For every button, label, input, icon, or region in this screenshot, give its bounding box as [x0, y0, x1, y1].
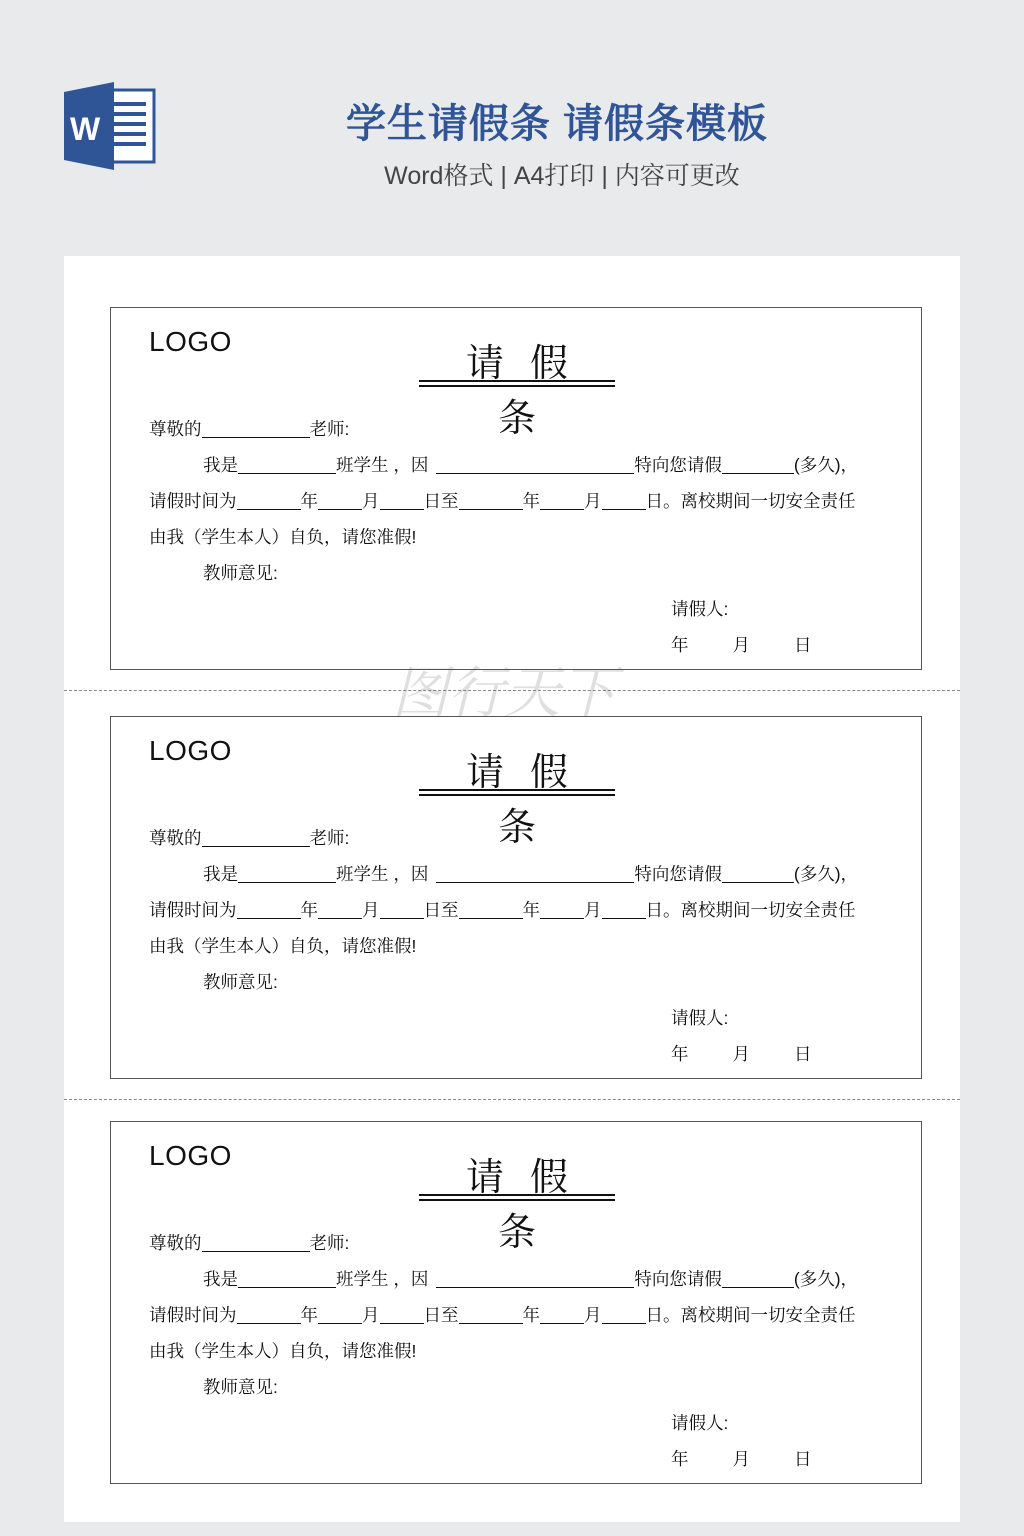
date-day: 日 [794, 635, 812, 655]
text-segment: 月 [362, 900, 380, 920]
text-segment: 日。离校期间一切安全责任 [645, 900, 856, 920]
date-month: 月 [732, 1044, 750, 1064]
salutation-prefix: 尊敬的 [149, 828, 202, 848]
slip-title: 请假条 [465, 341, 594, 440]
text-segment: 年 [522, 491, 540, 511]
watermark-text: 图行天下 [392, 661, 616, 726]
end-month-blank[interactable] [540, 492, 584, 510]
salutation-line [149, 416, 349, 441]
text-segment: 日。离校期间一切安全责任 [645, 1305, 856, 1325]
text-segment: 请假时间为 [149, 1305, 237, 1325]
title-double-underline [419, 789, 615, 796]
text-segment: 月 [584, 491, 602, 511]
reason-blank[interactable] [436, 865, 634, 883]
date-row [671, 632, 812, 657]
cut-line [64, 1099, 960, 1100]
salutation-line [149, 1230, 349, 1255]
start-year-blank[interactable] [237, 901, 301, 919]
date-day: 日 [794, 1449, 812, 1469]
text-segment: 年 [522, 900, 540, 920]
reason-line [203, 861, 858, 886]
end-year-blank[interactable] [459, 1306, 523, 1324]
document-sheet [64, 256, 960, 1522]
logo-placeholder: LOGO [149, 735, 232, 766]
text-segment: 年 [522, 1305, 540, 1325]
period-line [149, 1302, 856, 1327]
leave-slip [110, 716, 922, 1079]
text-segment: 我是 [203, 1269, 238, 1289]
end-year-blank[interactable] [459, 901, 523, 919]
date-row [671, 1041, 812, 1066]
salutation-suffix: 老师: [309, 419, 350, 439]
teacher-opinion-label: 教师意见: [203, 563, 278, 583]
date-month: 月 [732, 635, 750, 655]
text-segment: (多久)， [793, 1269, 859, 1289]
watermark [386, 646, 636, 736]
text-segment: 特向您请假 [634, 1269, 722, 1289]
text-segment: 日。离校期间一切安全责任 [645, 491, 856, 511]
reason-line [203, 1266, 858, 1291]
date-row [671, 1446, 812, 1471]
text-segment: 请假时间为 [149, 491, 237, 511]
duration-blank[interactable] [722, 865, 794, 883]
text-segment: (多久)， [793, 455, 859, 475]
duration-blank[interactable] [722, 456, 794, 474]
text-segment: 请假时间为 [149, 900, 237, 920]
text-segment: 年 [300, 491, 318, 511]
date-year: 年 [671, 1044, 689, 1064]
end-day-blank[interactable] [602, 1306, 646, 1324]
responsibility-line: 由我（学生本人）自负，请您准假! [149, 936, 417, 956]
reason-line [203, 452, 858, 477]
start-day-blank[interactable] [380, 1306, 424, 1324]
period-line [149, 897, 856, 922]
teacher-name-blank[interactable] [202, 420, 310, 438]
teacher-opinion-label: 教师意见: [203, 1377, 278, 1397]
applicant-label: 请假人: [671, 1008, 729, 1028]
date-year: 年 [671, 635, 689, 655]
class-blank[interactable] [238, 456, 336, 474]
end-day-blank[interactable] [602, 492, 646, 510]
salutation-prefix: 尊敬的 [149, 419, 202, 439]
end-year-blank[interactable] [459, 492, 523, 510]
class-blank[interactable] [238, 865, 336, 883]
salutation-suffix: 老师: [309, 828, 350, 848]
title-double-underline [419, 1194, 615, 1201]
end-month-blank[interactable] [540, 1306, 584, 1324]
text-segment: 日至 [423, 1305, 459, 1325]
text-segment: 日至 [423, 491, 459, 511]
start-day-blank[interactable] [380, 901, 424, 919]
responsibility-line: 由我（学生本人）自负，请您准假! [149, 1341, 417, 1361]
teacher-name-blank[interactable] [202, 1234, 310, 1252]
slip-title: 请假条 [465, 750, 594, 849]
logo-placeholder: LOGO [149, 1140, 232, 1171]
start-month-blank[interactable] [318, 901, 362, 919]
date-day: 日 [794, 1044, 812, 1064]
salutation-prefix: 尊敬的 [149, 1233, 202, 1253]
start-year-blank[interactable] [237, 492, 301, 510]
leave-slip [110, 1121, 922, 1484]
duration-blank[interactable] [722, 1270, 794, 1288]
salutation-suffix: 老师: [309, 1233, 350, 1253]
date-year: 年 [671, 1449, 689, 1469]
page-title: 学生请假条 请假条模板 [345, 102, 769, 146]
class-blank[interactable] [238, 1270, 336, 1288]
salutation-line [149, 825, 349, 850]
teacher-name-blank[interactable] [202, 829, 310, 847]
text-segment: 我是 [203, 455, 238, 475]
teacher-opinion-label: 教师意见: [203, 972, 278, 992]
start-day-blank[interactable] [380, 492, 424, 510]
text-segment: 年 [300, 1305, 318, 1325]
reason-blank[interactable] [436, 456, 634, 474]
end-day-blank[interactable] [602, 901, 646, 919]
page-subtitle: Word格式 | A4打印 | 内容可更改 [384, 162, 740, 190]
leave-slip [110, 307, 922, 670]
applicant-label: 请假人: [671, 1413, 729, 1433]
start-month-blank[interactable] [318, 492, 362, 510]
reason-blank[interactable] [436, 1270, 634, 1288]
start-year-blank[interactable] [237, 1306, 301, 1324]
applicant-label: 请假人: [671, 599, 729, 619]
svg-text:W: W [70, 111, 101, 147]
text-segment: 月 [362, 1305, 380, 1325]
text-segment: 年 [300, 900, 318, 920]
text-segment: 月 [362, 491, 380, 511]
logo-placeholder: LOGO [149, 326, 232, 357]
title-double-underline [419, 380, 615, 387]
date-month: 月 [732, 1449, 750, 1469]
text-segment: 日至 [423, 900, 459, 920]
text-segment: 月 [584, 1305, 602, 1325]
slip-title: 请假条 [465, 1155, 594, 1254]
text-segment: 月 [584, 900, 602, 920]
responsibility-line: 由我（学生本人）自负，请您准假! [149, 527, 417, 547]
text-segment: 班学生 ，因 [336, 455, 429, 475]
text-segment: 班学生 ，因 [336, 1269, 429, 1289]
period-line [149, 488, 856, 513]
text-segment: 特向您请假 [634, 864, 722, 884]
text-segment: 我是 [203, 864, 238, 884]
start-month-blank[interactable] [318, 1306, 362, 1324]
text-segment: 班学生 ，因 [336, 864, 429, 884]
text-segment: (多久)， [793, 864, 859, 884]
end-month-blank[interactable] [540, 901, 584, 919]
page-header [0, 0, 1024, 256]
text-segment: 特向您请假 [634, 455, 722, 475]
